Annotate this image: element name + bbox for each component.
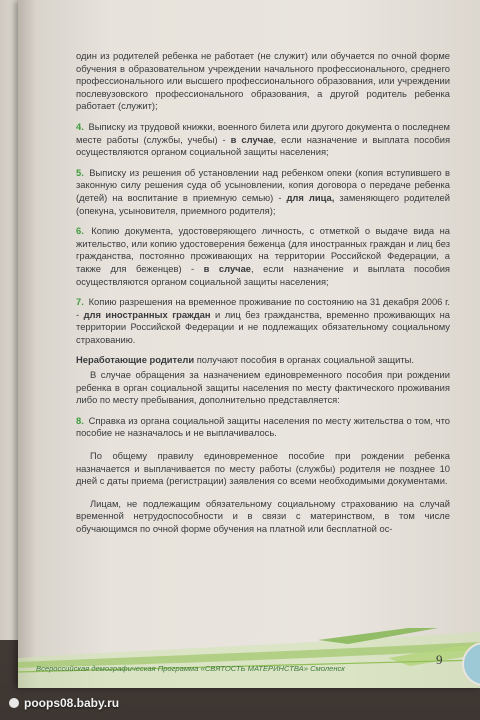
- item-text: Выписку из трудовой книжки, военного билета или другого документа о последнем месте работы (службы, учебы) -: [76, 120, 451, 145]
- item-number: 6.: [76, 225, 84, 237]
- paragraph-continued: [76, 50, 450, 113]
- paragraph-text: Лицам, не подлежащим обязательному социальному страхованию на случай временной нетрудоспособности и в связи с материнством, в том числе обучающимся по очной форме обучения на платной или бесплатной ос-: [76, 497, 450, 534]
- footer-decoration: [18, 628, 480, 688]
- list-item-5: [76, 167, 450, 217]
- paragraph-nonworking: [76, 354, 450, 367]
- paragraph-text: В случае обращения за назначением единовременного пособия при рождении ребенка в орган социальной защиты населения по месту фактического проживания либо по месту пребывания, дополнительно представляется:: [76, 369, 450, 406]
- item-emphasis: для лица,: [286, 191, 335, 203]
- item-number: 8.: [76, 414, 84, 426]
- footer-program-title: Всероссийская демографическая Программа «СВЯТОСТЬ МАТЕРИНСТВА» Смоленск: [36, 664, 345, 673]
- paragraph-emphasis: Неработающие родители: [76, 354, 195, 366]
- item-text-end: , если назначение и выплата пособия осуществляются органом социальной защиты населения;: [76, 262, 451, 287]
- item-emphasis: в случае: [230, 133, 274, 145]
- item-text-end: и лиц без гражданства, временно проживающих на территории Российской Федерации и не подлежащих обязательному социальному страхованию.: [76, 308, 451, 345]
- item-text-end: заменяющего родителей (опекуна, усыновителя, приемного родителя);: [76, 191, 450, 216]
- item-emphasis: для иностранных граждан: [83, 308, 211, 320]
- item-text: Справка из органа социальной защиты населения по месту жительства о том, что пособие не назначалось и не выплачивалось.: [76, 414, 451, 439]
- item-text-end: , если назначение и выплата пособия осуществляются органом социальной защиты населения;: [76, 133, 451, 158]
- item-number: 4.: [76, 120, 84, 132]
- item-text: Выписку из решения об установлении над ребенком опеки (копия вступившего в законную силу решения суда об усыновлении, копия договора о передаче ребенка (детей) на воспитание в приемную семью) -: [76, 166, 450, 203]
- item-emphasis: в случае: [203, 262, 252, 274]
- list-item-4: [76, 121, 450, 159]
- document-page: [18, 0, 480, 688]
- page-content: [76, 50, 450, 544]
- list-item-7: [76, 296, 450, 346]
- paragraph-text: По общему правилу единовременное пособие при рождении ребенка назначается и выплачивается по месту работы (службы) родителя не позднее 10 дней с даты приема (регистрации) заявления со всеми необходимыми документами.: [76, 450, 450, 487]
- item-number: 5.: [76, 166, 84, 178]
- watermark-logo-icon: [8, 697, 20, 709]
- paragraph-persons: [76, 498, 450, 536]
- paragraph-text: получают пособия в органах социальной защиты.: [196, 354, 414, 366]
- page-number: 9: [436, 652, 443, 667]
- list-item-8: [76, 415, 450, 440]
- item-number: 7.: [76, 296, 84, 308]
- list-item-6: [76, 225, 450, 288]
- paragraph-case: [76, 369, 450, 407]
- footer-green-waves: [18, 628, 480, 688]
- paragraph-general-rule: [76, 450, 450, 488]
- item-text: Копию разрешения на временное проживание по состоянию на 31 декабря 2006 г. -: [76, 296, 450, 320]
- site-watermark: poops08.baby.ru: [24, 696, 120, 710]
- paragraph-text: один из родителей ребенка не работает (не служит) или обучается по очной форме обучения в образовательном учреждении начального профессионального, среднего профессионального или высшего профессионального образования, или учреждении послевузовского профессионального образования, а другой родитель ребенка работает (служит);: [76, 50, 450, 112]
- item-text: Копию документа, удостоверяющего личность, с отметкой о выдаче вида на жительство, или копию удостоверения беженца (для иностранных граждан и лиц без гражданства, постоянно проживающих на территории Российской Федерации, а также для беженцев) -: [76, 225, 450, 274]
